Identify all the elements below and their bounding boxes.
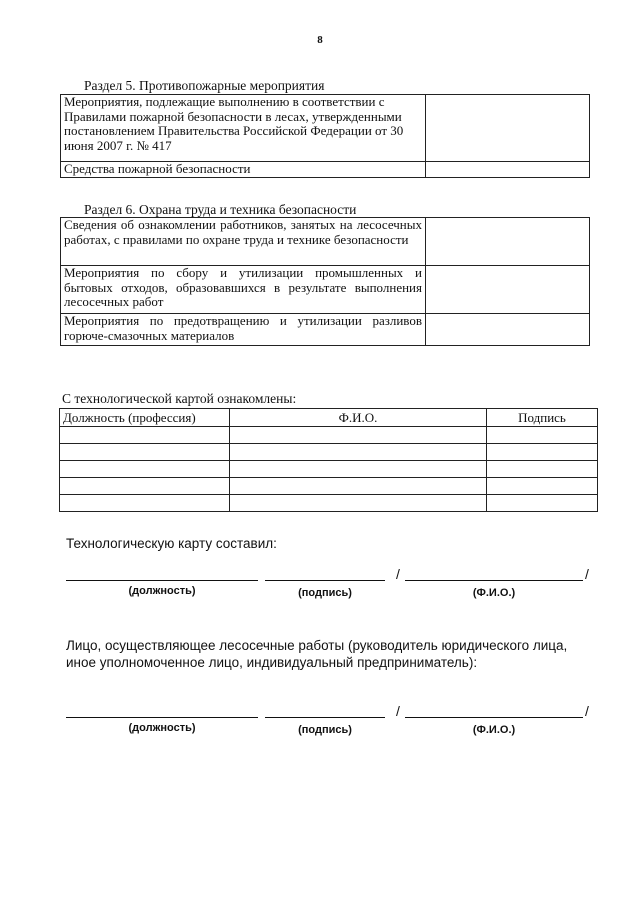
name-cell[interactable] (230, 444, 487, 461)
composer-name-caption: (Ф.И.О.) (472, 587, 516, 599)
section-5-row-1-value[interactable] (426, 95, 590, 162)
page-number: 8 (317, 34, 323, 46)
position-cell[interactable] (60, 495, 230, 512)
signature-cell[interactable] (487, 478, 598, 495)
section-6-title: Раздел 6. Охрана труда и техника безопасности (84, 202, 357, 217)
responsible-signature-caption: (подпись) (298, 724, 352, 736)
responsible-title: Лицо, осуществляющее лесосечные работы (руководитель юридического лица, иное уполномоченное лицо, индивидуальный предприниматель): (66, 638, 568, 670)
composer-slash-left: / (396, 566, 400, 582)
section-6-row-1-value[interactable] (426, 218, 590, 266)
section-6-row-3-text: Мероприятия по предотвращению и утилизации разливов горюче-смазочных материалов (61, 314, 426, 346)
table-header-row (60, 409, 598, 427)
composer-title: Технологическую карту составил: (66, 536, 277, 551)
responsible-slash-left: / (396, 703, 400, 719)
name-cell[interactable] (230, 461, 487, 478)
section-5-row-2-value[interactable] (426, 162, 590, 178)
header-name: Ф.И.О. (230, 409, 487, 427)
signature-cell[interactable] (487, 444, 598, 461)
section-5-title: Раздел 5. Противопожарные мероприятия (84, 78, 325, 93)
signature-cell[interactable] (487, 427, 598, 444)
responsible-signature-line[interactable] (265, 717, 385, 718)
table-row (60, 495, 598, 512)
name-cell[interactable] (230, 427, 487, 444)
header-position: Должность (профессия) (60, 409, 230, 427)
table-row (60, 427, 598, 444)
table-row (61, 162, 590, 178)
acquainted-table (59, 408, 598, 512)
position-cell[interactable] (60, 427, 230, 444)
responsible-name-caption: (Ф.И.О.) (472, 724, 516, 736)
responsible-position-caption: (должность) (128, 722, 196, 734)
table-row (60, 461, 598, 478)
responsible-position-line[interactable] (66, 717, 258, 718)
position-cell[interactable] (60, 444, 230, 461)
section-6-table (60, 217, 590, 346)
composer-signature-caption: (подпись) (298, 587, 352, 599)
name-cell[interactable] (230, 478, 487, 495)
acquainted-title: С технологической картой ознакомлены: (62, 391, 297, 406)
responsible-slash-right: / (585, 703, 589, 719)
composer-signature-line[interactable] (265, 580, 385, 581)
table-row (60, 478, 598, 495)
composer-name-line[interactable] (405, 580, 583, 581)
position-cell[interactable] (60, 478, 230, 495)
section-6-row-3-value[interactable] (426, 314, 590, 346)
signature-cell[interactable] (487, 495, 598, 512)
section-5-row-1-text: Мероприятия, подлежащие выполнению в соответствии с Правилами пожарной безопасности в лесах, утвержденными постановлением Правительства Российской Федерации от 30 июня 2007 г. № 417 (61, 95, 426, 162)
signature-cell[interactable] (487, 461, 598, 478)
table-row (61, 95, 590, 162)
name-cell[interactable] (230, 495, 487, 512)
composer-slash-right: / (585, 566, 589, 582)
header-signature: Подпись (487, 409, 598, 427)
section-6-row-2-value[interactable] (426, 266, 590, 314)
table-row (60, 444, 598, 461)
table-row (61, 218, 590, 266)
table-row (61, 266, 590, 314)
position-cell[interactable] (60, 461, 230, 478)
composer-position-line[interactable] (66, 580, 258, 581)
responsible-name-line[interactable] (405, 717, 583, 718)
section-6-row-1-text: Сведения об ознакомлении работников, занятых на лесосечных работах, с правилами по охране труда и технике безопасности (61, 218, 426, 266)
composer-position-caption: (должность) (128, 585, 196, 597)
section-5-table (60, 94, 590, 178)
table-row (61, 314, 590, 346)
section-5-row-2-text: Средства пожарной безопасности (61, 162, 426, 178)
section-6-row-2-text: Мероприятия по сбору и утилизации промышленных и бытовых отходов, образовавшихся в результате выполнения лесосечных работ (61, 266, 426, 314)
